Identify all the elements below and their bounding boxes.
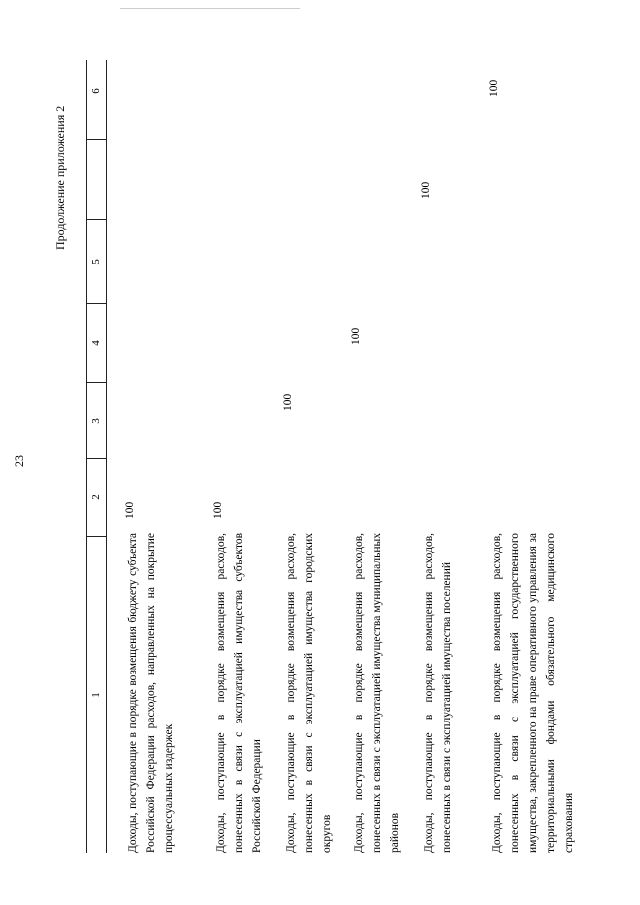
appendix-label: Продолжение приложения 2 xyxy=(53,105,67,250)
column-header-2: 2 xyxy=(90,494,102,500)
table-row-label: Доходы, поступающие в порядке возмещения расходов, понесенных в связи с эксплуатацией имущества поселений xyxy=(423,533,453,853)
table-cell-value: 100 xyxy=(212,501,224,519)
col-divider xyxy=(86,536,106,537)
page-number: 23 xyxy=(12,455,26,467)
column-header-5: 5 xyxy=(90,259,102,265)
col-divider xyxy=(86,303,106,304)
table-row-label: Доходы, поступающие в порядке возмещения расходов, понесенных в связи с эксплуатацией имущества субъектов Российской Федерации xyxy=(215,533,263,853)
header-bottom-border xyxy=(106,60,107,853)
table-row-label: Доходы, поступающие в порядке возмещения расходов, понесенных в связи с эксплуатацией имущества городских округов xyxy=(285,533,333,853)
table-cell-value: 100 xyxy=(282,393,294,411)
column-header-6: 6 xyxy=(90,88,102,94)
table-cell-value: 100 xyxy=(488,79,500,97)
table-cell-value: 100 xyxy=(124,501,136,519)
table-cell-value: 100 xyxy=(420,181,432,199)
column-header-4: 4 xyxy=(90,340,102,346)
col-divider xyxy=(86,382,106,383)
col-divider xyxy=(86,219,106,220)
table-row-label: Доходы, поступающие в порядке возмещения бюджету субъекта Российской Федерации расходов, направленных на покрытие процессуальных издержек xyxy=(127,533,175,853)
table-top-border xyxy=(86,60,87,853)
col-divider xyxy=(86,139,106,140)
table-row-label: Доходы, поступающие в порядке возмещения расходов, понесенных в связи с эксплуатацией государственного имущества, закрепленного на праве оперативного управления за территориальными фондами обязательного медицинского страхования xyxy=(491,533,575,853)
table-row-label: Доходы, поступающие в порядке возмещения расходов, понесенных в связи с эксплуатацией имущества муниципальных районов xyxy=(353,533,401,853)
table-cell-value: 100 xyxy=(350,327,362,345)
column-header-1: 1 xyxy=(90,692,102,698)
col-divider xyxy=(86,458,106,459)
column-header-3: 3 xyxy=(90,418,102,424)
